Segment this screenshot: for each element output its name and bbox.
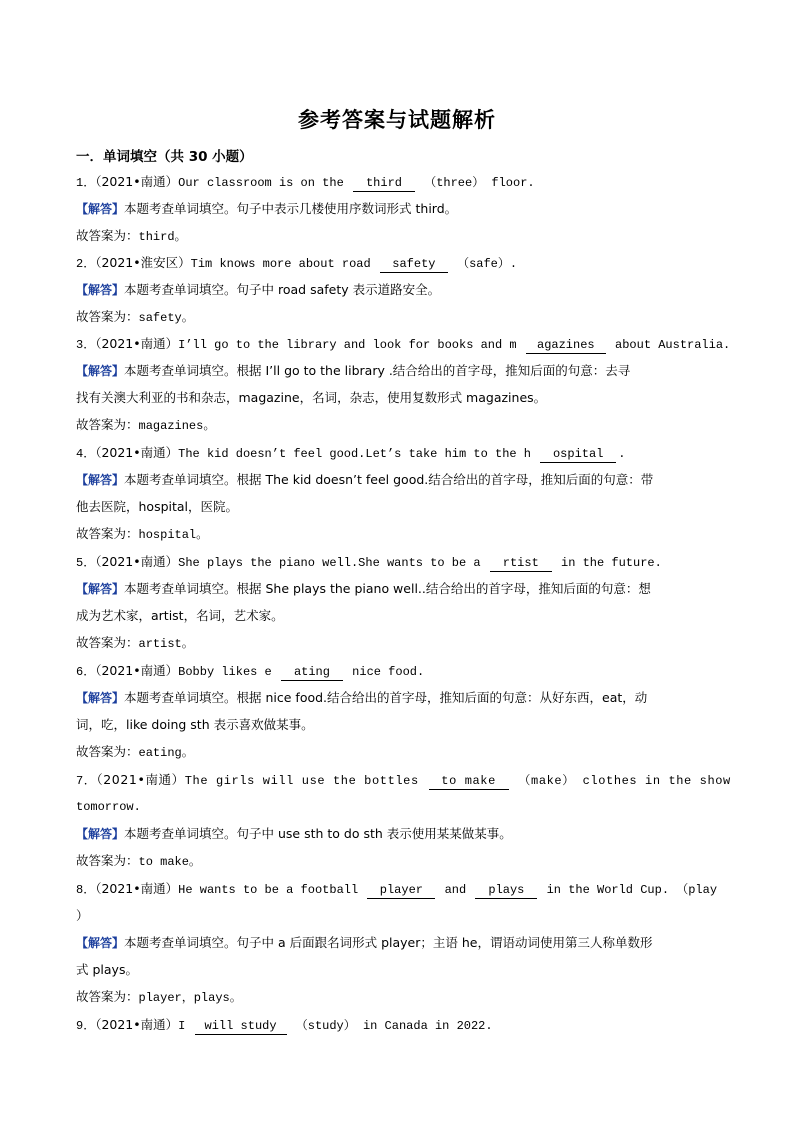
explanation-3: 【解答】本题考查单词填空。根据 I’ll go to the library .结合给出的首字母，推知后面的句意：去寻 xyxy=(76,363,631,378)
explanation-5-cont: 成为艺术家，artist，名词，艺术家。 xyxy=(76,608,284,623)
question-2: 2．（2021•淮安区）Tim knows more about road safety （safe）. xyxy=(76,255,518,271)
answer-blank: ospital xyxy=(540,447,616,463)
question-9: 9．（2021•南通）I will study （study） in Canada in 2022. xyxy=(76,1017,493,1033)
answer-tag: 【解答】 xyxy=(76,473,125,487)
answer-tag: 【解答】 xyxy=(76,364,125,378)
answer-blank: rtist xyxy=(490,556,552,572)
explanation-3-cont: 找有关澳大利亚的书和杂志，magazine，名词，杂志，使用复数形式 magazines。 xyxy=(76,390,547,405)
explanation-5: 【解答】本题考查单词填空。根据 She plays the piano well..结合给出的首字母，推知后面的句意：想 xyxy=(76,581,651,596)
answer-blank: player xyxy=(367,883,435,899)
section-heading: 一．单词填空（共 30 小题） xyxy=(76,149,253,165)
answer-tag: 【解答】 xyxy=(76,202,125,216)
answer-blank: ating xyxy=(281,665,343,681)
final-answer-2: 故答案为：safety。 xyxy=(76,309,194,325)
explanation-6-cont: 词，吃，like doing sth 表示喜欢做某事。 xyxy=(76,717,314,732)
explanation-6: 【解答】本题考查单词填空。根据 nice food.结合给出的首字母，推知后面的句意：从好东西，eat，动 xyxy=(76,690,648,705)
explanation-8-cont: 式 plays。 xyxy=(76,962,138,977)
explanation-8: 【解答】本题考查单词填空。句子中 a 后面跟名词形式 player；主语 he，谓语动词使用第三人称单数形 xyxy=(76,935,653,950)
explanation-2: 【解答】本题考查单词填空。句子中 road safety 表示道路安全。 xyxy=(76,282,441,297)
answer-tag: 【解答】 xyxy=(76,691,125,705)
answer-blank: third xyxy=(353,176,415,192)
final-answer-4: 故答案为：hospital。 xyxy=(76,526,209,542)
final-answer-8: 故答案为：player，plays。 xyxy=(76,989,242,1005)
explanation-7: 【解答】本题考查单词填空。句子中 use sth to do sth 表示使用某某做某事。 xyxy=(76,826,512,841)
final-answer-5: 故答案为：artist。 xyxy=(76,635,194,651)
final-answer-7: 故答案为：to make。 xyxy=(76,853,201,869)
answer-tag: 【解答】 xyxy=(76,936,125,950)
final-answer-6: 故答案为：eating。 xyxy=(76,744,194,760)
question-3: 3．（2021•南通）I’ll go to the library and look for books and m agazines about Australia. xyxy=(76,336,731,352)
final-answer-1: 故答案为：third。 xyxy=(76,228,187,244)
answer-blank: will study xyxy=(195,1019,287,1035)
final-answer-3: 故答案为：magazines。 xyxy=(76,417,216,433)
question-1: 1．（2021•南通）Our classroom is on the third （three） floor. xyxy=(76,174,535,190)
question-7: 7．（2021•南通）The girls will use the bottles to make （make） clothes in the show xyxy=(76,772,731,788)
explanation-1: 【解答】本题考查单词填空。句子中表示几楼使用序数词形式 third。 xyxy=(76,201,458,216)
question-5: 5．（2021•南通）She plays the piano well.She wants to be a rtist in the future. xyxy=(76,554,662,570)
answer-blank: safety xyxy=(380,257,448,273)
explanation-4-cont: 他去医院，hospital，医院。 xyxy=(76,499,239,514)
question-4: 4．（2021•南通）The kid doesn’t feel good.Let’s take him to the h ospital . xyxy=(76,445,626,461)
answer-blank: plays xyxy=(475,883,537,899)
answer-tag: 【解答】 xyxy=(76,582,125,596)
explanation-4: 【解答】本题考查单词填空。根据 The kid doesn’t feel good.结合给出的首字母，推知后面的句意：带 xyxy=(76,472,654,487)
answer-tag: 【解答】 xyxy=(76,827,125,841)
question-7-cont: tomorrow. xyxy=(76,800,141,814)
answer-blank: agazines xyxy=(526,338,606,354)
answer-blank: to make xyxy=(429,774,509,790)
answer-tag: 【解答】 xyxy=(76,283,125,297)
question-6: 6．（2021•南通）Bobby likes e ating nice food. xyxy=(76,663,425,679)
page-title: 参考答案与试题解析 xyxy=(298,108,496,132)
question-8: 8．（2021•南通）He wants to be a football player and plays in the World Cup. （play xyxy=(76,881,718,897)
question-8-cont: ） xyxy=(76,908,89,923)
